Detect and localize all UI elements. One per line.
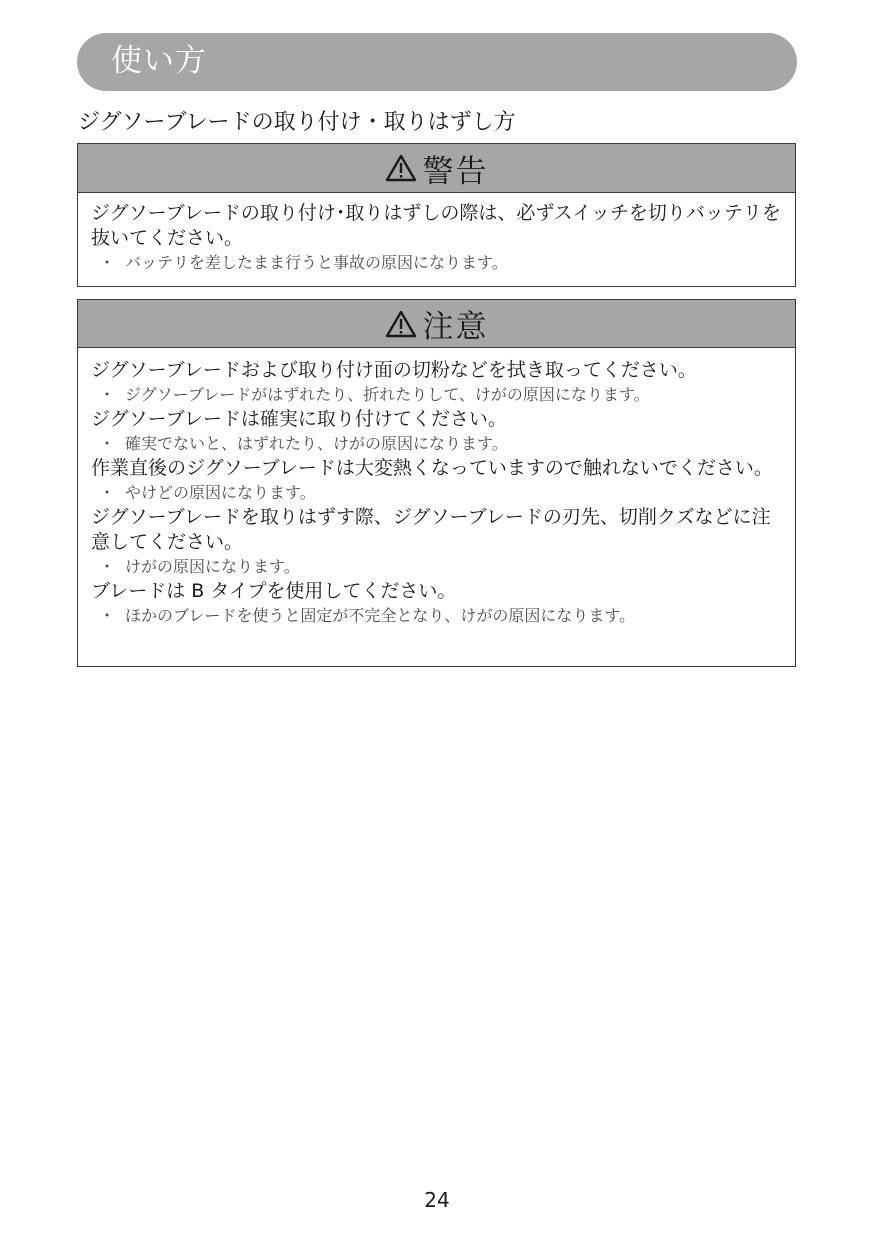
- warning-item-main: ジグソーブレードの取り付け･取りはずしの際は、必ずスイッチを切りバッテリを抜いてください。: [91, 202, 781, 249]
- bullet: ・: [99, 385, 116, 404]
- page-title: 使い方: [111, 43, 207, 79]
- bullet: ・: [99, 253, 116, 272]
- caution-header: [78, 300, 795, 348]
- caution-item-main: ジグソーブレードおよび取り付け面の切粉などを拭き取ってください。: [91, 359, 697, 381]
- caution-item-sub-text: けがの原因になります。: [125, 557, 300, 576]
- caution-box: [77, 299, 796, 667]
- caution-item-sub-text: やけどの原因になります。: [125, 483, 316, 502]
- caution-item-sub: [91, 481, 783, 505]
- warning-label: 警告: [422, 153, 489, 190]
- warning-triangle-icon: [385, 310, 417, 338]
- caution-item-sub-text: ほかのブレードを使うと固定が不完全となり、けがの原因になります。: [125, 606, 636, 625]
- caution-item-sub-text: 確実でないと、はずれたり、けがの原因になります。: [125, 434, 508, 453]
- caution-item-sub: [91, 432, 783, 456]
- caution-item-sub: [91, 555, 783, 579]
- caution-item-main: 作業直後のジグソーブレードは大変熱くなっていますので触れないでください。: [91, 457, 773, 479]
- caution-label: 注意: [422, 309, 489, 345]
- bullet: ・: [99, 606, 116, 625]
- warning-item-sub: [91, 251, 783, 275]
- warning-box: [77, 143, 796, 287]
- caution-body: [78, 348, 795, 628]
- caution-item-main: ジグソーブレードを取りはずす際、ジグソーブレードの刃先、切削クズなどに注意してください。: [91, 506, 771, 553]
- caution-item-main: ブレードは B タイプを使用してください。: [91, 580, 457, 602]
- bullet: ・: [99, 483, 116, 502]
- bullet: ・: [99, 434, 116, 453]
- header-band: [77, 33, 797, 91]
- caution-item-main: ジグソーブレードは確実に取り付けてください。: [91, 408, 507, 430]
- warning-header: [78, 144, 795, 193]
- caution-item-sub: [91, 604, 783, 628]
- caution-item-sub: [91, 383, 783, 407]
- warning-body: [78, 193, 795, 275]
- page-number: 24: [424, 1188, 450, 1212]
- warning-triangle-icon: [385, 154, 417, 182]
- section-heading: ジグソーブレードの取り付け・取りはずし方: [78, 110, 516, 135]
- warning-item-sub-text: バッテリを差したまま行うと事故の原因になります。: [125, 253, 508, 272]
- bullet: ・: [99, 557, 116, 576]
- caution-item-sub-text: ジグソーブレードがはずれたり、折れたりして、けがの原因になります。: [125, 385, 650, 404]
